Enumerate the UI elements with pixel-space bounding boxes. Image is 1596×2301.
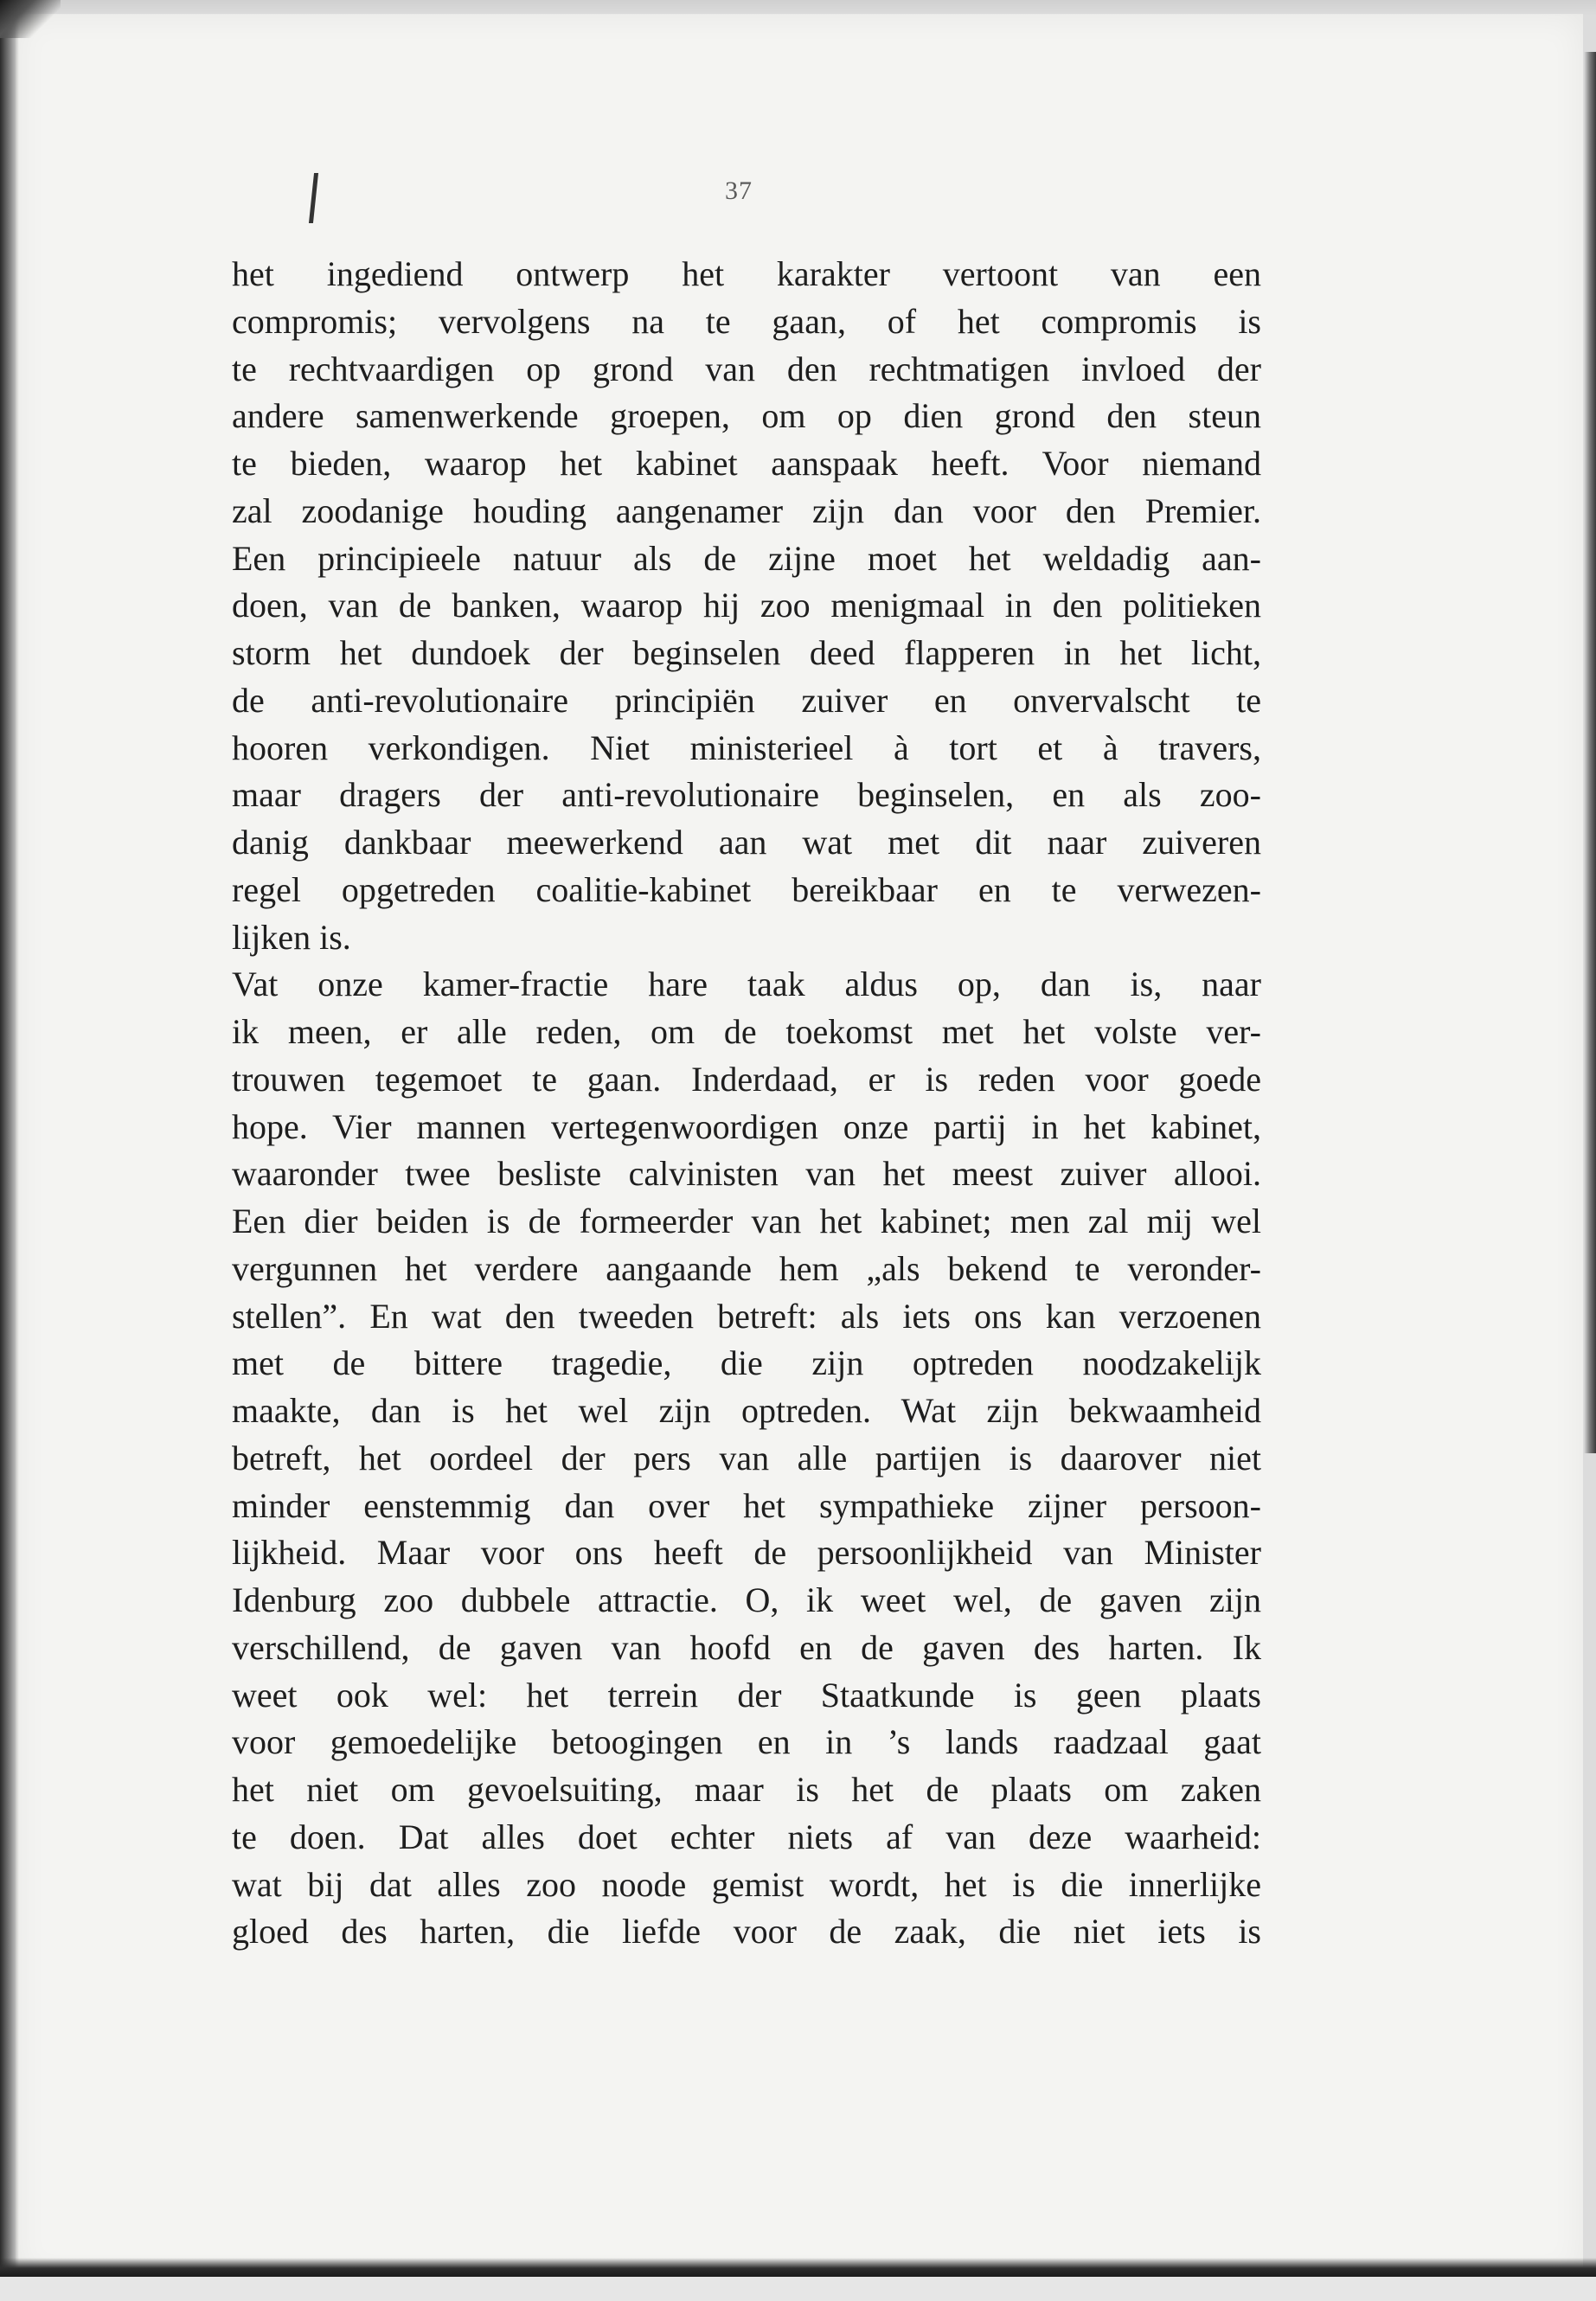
- scan-edge-left: [0, 0, 19, 2301]
- text-line: betreft, het oordeel der pers van alle partijen is daarover niet: [232, 1438, 1261, 1477]
- text-line: het niet om gevoelsuiting, maar is het de plaats om zaken: [232, 1770, 1261, 1809]
- text-line: te doen. Dat alles doet echter niets af van deze waarheid:: [232, 1817, 1261, 1856]
- text-line: Een principieele natuur als de zijne moet het weldadig aan-: [232, 538, 1261, 578]
- text-line: te rechtvaardigen op grond van den rechtmatigen invloed der: [232, 349, 1261, 388]
- text-line: doen, van de banken, waarop hij zoo menigmaal in den politieken: [232, 586, 1261, 625]
- text-line: regel opgetreden coalitie-kabinet bereikbaar en te verwezen-: [232, 869, 1261, 909]
- text-line: de anti-revolutionaire principiën zuiver en onvervalscht te: [232, 680, 1261, 720]
- text-line: danig dankbaar meewerkend aan wat met dit naar zuiveren: [232, 823, 1261, 862]
- text-line: voor gemoedelijke betoogingen en in ’s lands raadzaal gaat: [232, 1722, 1261, 1762]
- text-line: wat bij dat alles zoo noode gemist wordt, het is die innerlijke: [232, 1864, 1261, 1904]
- text-line: verschillend, de gaven van hoofd en de gaven des harten. Ik: [232, 1627, 1261, 1667]
- text-line: vergunnen het verdere aangaande hem „als bekend te veronder-: [232, 1248, 1261, 1288]
- text-line: Vat onze kamer-fractie hare taak aldus op, dan is, naar: [232, 965, 1261, 1004]
- text-line: hooren verkondigen. Niet ministerieel à tort et à travers,: [232, 727, 1261, 767]
- text-line: het ingediend ontwerp het karakter vertoont van een: [232, 254, 1261, 293]
- text-line: met de bittere tragedie, die zijn optreden noodzakelijk: [232, 1343, 1261, 1383]
- text-line: lijken is.: [232, 917, 351, 957]
- scan-edge-right: [1584, 52, 1596, 1453]
- scan-corner-shadow: [0, 0, 61, 38]
- text-line: waaronder twee besliste calvinisten van het meest zuiver allooi.: [232, 1154, 1261, 1194]
- scan-bottom-margin: [0, 2277, 1596, 2301]
- body-text: [232, 251, 1261, 1956]
- text-line: lijkheid. Maar voor ons heeft de persoonlijkheid van Minister: [232, 1533, 1261, 1573]
- text-line: trouwen tegemoet te gaan. Inderdaad, er is reden voor goede: [232, 1059, 1261, 1099]
- text-line: minder eenstemmig dan over het sympathieke zijner persoon-: [232, 1485, 1261, 1525]
- text-line: maakte, dan is het wel zijn optreden. Wat zijn bekwaamheid: [232, 1391, 1261, 1430]
- text-line: zal zoodanige houding aangenamer zijn dan voor den Premier.: [232, 490, 1261, 530]
- text-line: gloed des harten, die liefde voor de zaak, die niet iets is: [232, 1912, 1261, 1952]
- text-line: andere samenwerkende groepen, om op dien grond den steun: [232, 396, 1261, 436]
- text-line: ik meen, er alle reden, om de toekomst met het volste ver-: [232, 1012, 1261, 1051]
- text-line: stellen”. En wat den tweeden betreft: als iets ons kan verzoenen: [232, 1296, 1261, 1336]
- text-line: compromis; vervolgens na te gaan, of het compromis is: [232, 301, 1261, 341]
- scan-edge-bottom: [0, 2258, 1596, 2277]
- text-line: weet ook wel: het terrein der Staatkunde is geen plaats: [232, 1675, 1261, 1715]
- text-line: te bieden, waarop het kabinet aanspaak heeft. Voor niemand: [232, 444, 1261, 483]
- page-number: 37: [725, 176, 753, 205]
- text-line: maar dragers der anti-revolutionaire beginselen, en als zoo-: [232, 775, 1261, 815]
- text-line: Een dier beiden is de formeerder van het kabinet; men zal mij wel: [232, 1202, 1261, 1240]
- text-line: hope. Vier mannen vertegenwoordigen onze partij in het kabinet,: [232, 1106, 1261, 1146]
- text-line: Idenburg zoo dubbele attractie. O, ik weet wel, de gaven zijn: [232, 1580, 1261, 1619]
- scan-edge-top: [0, 0, 1596, 16]
- text-line: storm het dundoek der beginselen deed flapperen in het licht,: [232, 633, 1261, 672]
